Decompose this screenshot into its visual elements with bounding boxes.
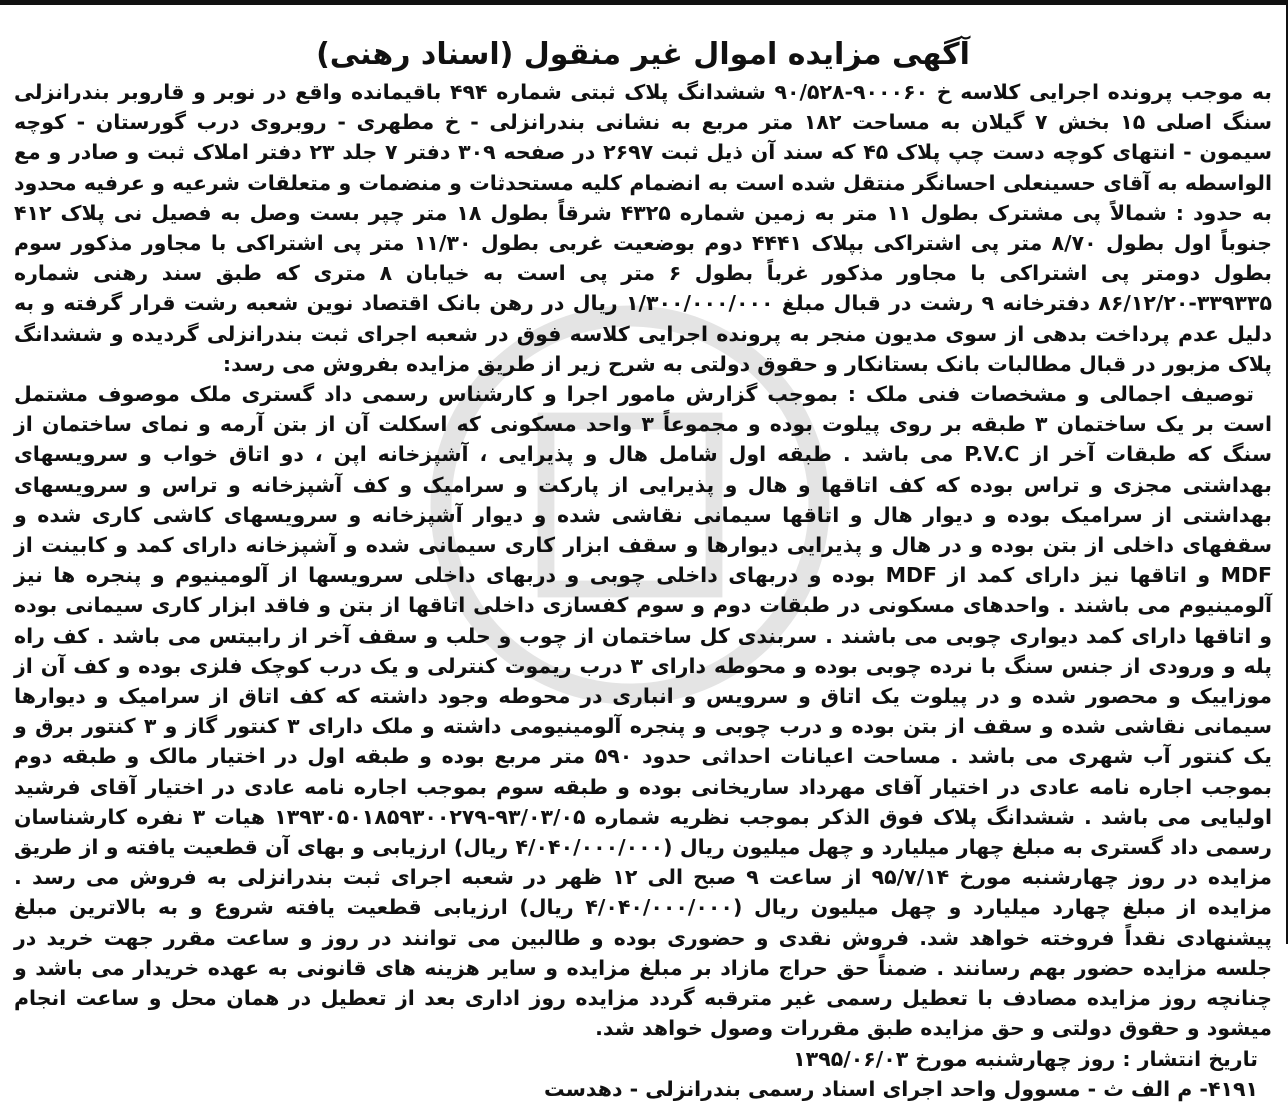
body-paragraph-2: توصیف اجمالی و مشخصات فنی ملک : بموجب گزارش مامور اجرا و کارشناس رسمی داد گستری ملک موصوف مشتمل است بر یک ساختمان ۳ طبقه بر روی پیلوت بوده و مجموعاً ۳ واحد مسکونی که اسکلت آن از بتن آرمه و نمای ساختمان از سنگ که طبقات آخر از P.V.C می باشد . طبقه اول شامل هال و پذیرایی ، آشپزخانه اپن ، دو اتاق خواب و سرویسهای بهداشتی مجزی و تراس بوده که کف اتاقها و هال و پذیرایی از پارکت و سرامیک و کف آشپزخانه و تراس و سرویسهای بهداشتی از سرامیک بوده و دیوار هال و اتاقها سیمانی نقاشی شده و دیوار آشپزخانه و سرویسهای کاشی کاری شده و سقفهای داخلی از بتن بوده و در هال و پذیرایی دیوارها و سقف ابزار کاری سیمانی شده و آشپزخانه دارای کمد و کابینت از MDF و اتاقها نیز دارای کمد از MDF بوده و دربهای داخلی چوبی و دربهای داخلی سرویسها از آلومینیوم و پنجره ها نیز آلومینیوم می باشند . واحدهای مسکونی در طبقات دوم و سوم کفسازی داخلی اتاقها از بتن و فاقد ابزار کاری سیمانی بوده و اتاقها دارای کمد دیواری چوبی می باشند . سربندی کل ساختمان از چوب و حلب و سقف آخر از رابیتس می باشد . کف راه پله و ورودی از جنس سنگ با نرده چوبی بوده و محوطه دارای ۳ درب ریموت کنترلی و یک درب کوچک فلزی بوده و کف آن از موزاییک و محصور شده و در پیلوت یک اتاق و سرویس و انباری در محوطه وجود داشته که کف اتاق از سرامیک و دیوارها سیمانی نقاشی شده و سقف از بتن بوده و درب چوبی و پنجره آلومینیومی داشته و ملک دارای ۳ کنتور گاز و ۳ کنتور برق و یک کنتور آب شهری می باشد . مساحت اعیانات احداثی حدود ۵۹۰ متر مربع بوده و طبقه اول در اختیار مالک و طبقه دوم بموجب اجاره نامه عادی در اختیار آقای مهرداد ساریخانی بوده و طبقه سوم بموجب اجاره نامه عادی در اختیار آقای فرشید اولیایی می باشد . ششدانگ پلاک فوق الذکر بموجب نظریه شماره ۹۳/۰۳/۰۵-۱۳۹۳۰۵۰۱۸۵۹۳۰۰۲۷۹ هیات ۳ نفره کارشناسان رسمی داد گستری به مبلغ چهار میلیارد و چهل میلیون ریال (۴/۰۴۰/۰۰۰/۰۰۰ ریال) ارزیابی و بهای آن قطعیت یافته و از طریق مزایده در روز چهارشنبه مورخ ۹۵/۷/۱۴ از ساعت ۹ صبح الی ۱۲ ظهر در شعبه اجرای ثبت بندرانزلی به فروش می رسد . مزایده از مبلغ چهارد میلیارد و چهل میلیون ریال (۴/۰۴۰/۰۰۰/۰۰۰ ریال) ارزیابی قطعیت یافته شروع و به بالاترین مبلغ پیشنهادی نقداً فروخته خواهد شد. فروش نقدی و حضوری بوده و طالبین می توانند در روز و ساعت مقرر جهت خرید در جلسه مزایده حضور بهم رسانند . ضمناً حق حراج مازاد بر مبلغ مزایده و سایر هزینه های قانونی به عهده خریدار می باشد و چنانچه روز مزایده مصادف با تعطیل رسمی غیر مترقبه گردد مزایده روز اداری بعد از تعطیل در همان محل و ساعت انجام میشود و حقوق دولتی و حق مزایده طبق مقررات وصول خواهد شد.: [14, 382, 1273, 1041]
body-paragraph-1: به موجب پرونده اجرایی کلاسه خ ۹۰۰۰۶۰-۹۰/۵۲۸ ششدانگ پلاک ثبتی شماره ۴۹۴ باقیمانده واقع در نوبر و قاروبر بندرانزلی سنگ اصلی ۱۵ بخش ۷ گیلان به مساحت ۱۸۲ متر مربع به نشانی بندرانزلی - خ مطهری - روبروی درب گورستان - کوچه سیمون - انتهای کوچه دست چپ پلاک ۴۵ که سند آن ذیل ثبت ۲۶۹۷ در صفحه ۳۰۹ دفتر ۷ جلد ۲۳ دفتر املاک ثبت و صادر و مع الواسطه به آقای حسینعلی احسانگر منتقل شده است به انضمام کلیه مستحدثات و منضمات و متعلقات شرعیه و عرفیه محدود به حدود : شمالاً پی مشترک بطول ۱۱ متر به زمین شماره ۴۳۲۵ شرقاً بطول ۱۸ متر چپر بست وصل به فصیل نی پلاک ۴۱۲ جنوباً اول بطول ۸/۷۰ متر پی اشتراکی بپلاک ۴۴۴۱ دوم بوضعیت غربی بطول ۱۱/۳۰ متر پی اشتراکی با مجاور مذکور سوم بطول دومتر پی اشتراکی با مجاور مذکور غرباً بطول ۶ متر پی است به خیابان ۸ متری که طبق سند رهنی شماره ۳۳۹۳۳۵-۸۶/۱۲/۲۰ دفترخانه ۹ رشت در قبال مبلغ ۱/۳۰۰/۰۰۰/۰۰۰ ریال در رهن بانک اقتصاد نوین شعبه رشت قرار گرفته و به دلیل عدم پرداخت بدهی از سوی مدیون منجر به پرونده اجرایی کلاسه فوق در شعبه اجرای ثبت بندرانزلی گردیده و ششدانگ پلاک مزبور در قبال مطالبات بانک بستانکار و حقوق دولتی به شرح زیر از طریق مزایده بفروش می رسد:: [14, 80, 1272, 376]
publish-date: تاریخ انتشار : روز چهارشنبه مورخ ۱۳۹۵/۰۶/۰۳: [793, 1046, 1258, 1071]
page-title: آگهی مزایده اموال غیر منقول (اسناد رهنی): [316, 37, 970, 72]
footer: [14, 1044, 1272, 1104]
signature-line: ۴۱۹۱- م الف ث - مسوول واحد اجرای اسناد رسمی بندرانزلی - دهدست: [544, 1076, 1258, 1101]
